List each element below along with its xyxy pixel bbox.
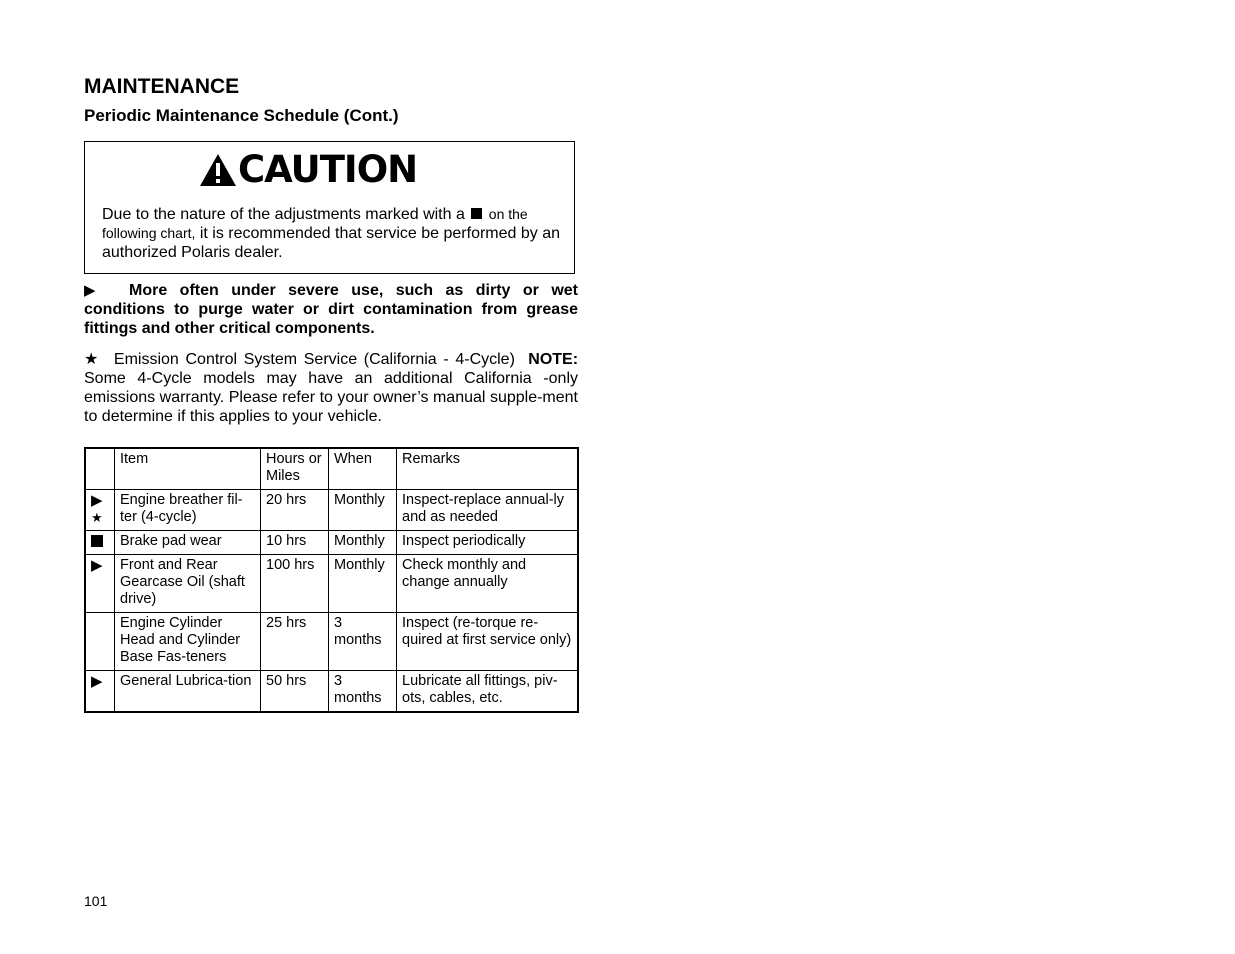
- caution-text-part3: it is recommended that service be performed by an authorized Polaris dealer.: [102, 225, 561, 261]
- hours-cell: 100 hrs: [261, 555, 329, 613]
- square-marker-icon: [91, 535, 103, 547]
- when-cell: Monthly: [329, 531, 397, 555]
- when-cell: Monthly: [329, 490, 397, 531]
- triangle-marker-icon: ▶: [91, 673, 103, 690]
- section-title: MAINTENANCE: [84, 75, 240, 98]
- table-row: [85, 531, 578, 555]
- triangle-marker-icon: ▶: [91, 492, 103, 509]
- item-cell: Engine breather fil-ter (4-cycle): [115, 490, 261, 531]
- table-header-row: [85, 448, 578, 490]
- caution-text: [102, 205, 564, 262]
- item-cell: Brake pad wear: [115, 531, 261, 555]
- remarks-cell: Inspect periodically: [397, 531, 579, 555]
- triangle-marker-icon: ▶: [84, 282, 96, 299]
- star-marker-icon: ★: [91, 510, 103, 525]
- severe-use-text: More often under severe use, such as dirty or wet conditions to purge water or dirt contamination from grease fittings and other critical components.: [84, 282, 578, 337]
- square-marker-icon: [471, 208, 482, 219]
- emission-lead-text: Emission Control System Service (California - 4-Cycle): [113, 351, 515, 368]
- table-row: [85, 671, 578, 713]
- row-symbol-cell: [85, 613, 115, 671]
- caution-text-part1: Due to the nature of the adjustments marked with a: [102, 206, 465, 223]
- row-symbol-cell: [85, 490, 115, 531]
- severe-use-note: [84, 281, 578, 338]
- remarks-cell: Lubricate all fittings, piv-ots, cables, etc.: [397, 671, 579, 713]
- item-column-header: Item: [115, 448, 261, 490]
- row-symbol-cell: [85, 531, 115, 555]
- row-symbol-cell: [85, 555, 115, 613]
- caution-box: [84, 141, 575, 274]
- item-cell: General Lubrica-tion: [115, 671, 261, 713]
- remarks-column-header: Remarks: [397, 448, 579, 490]
- item-cell: Front and Rear Gearcase Oil (shaft drive): [115, 555, 261, 613]
- hours-cell: 25 hrs: [261, 613, 329, 671]
- emission-note: [84, 350, 578, 426]
- item-cell: Engine Cylinder Head and Cylinder Base Fas-teners: [115, 613, 261, 671]
- row-symbol-cell: [85, 671, 115, 713]
- caution-text-part2: on the following chart,: [102, 206, 528, 241]
- page-subtitle: Periodic Maintenance Schedule (Cont.): [84, 106, 399, 125]
- hours-cell: 20 hrs: [261, 490, 329, 531]
- hours-cell: 50 hrs: [261, 671, 329, 713]
- when-column-header: When: [329, 448, 397, 490]
- table-row: [85, 613, 578, 671]
- remarks-cell: Inspect (re-torque re-quired at first service only): [397, 613, 579, 671]
- remarks-cell: Check monthly and change annually: [397, 555, 579, 613]
- triangle-marker-icon: ▶: [91, 557, 103, 574]
- when-cell: 3 months: [329, 613, 397, 671]
- maintenance-schedule-table: [84, 447, 579, 713]
- table-row: [85, 555, 578, 613]
- symbol-column-header: [85, 448, 115, 490]
- star-marker-icon: ★: [84, 351, 101, 368]
- hours-column-header: Hours or Miles: [261, 448, 329, 490]
- caution-heading: [198, 150, 417, 190]
- when-cell: 3 months: [329, 671, 397, 713]
- note-label: NOTE:: [528, 351, 579, 368]
- hours-cell: 10 hrs: [261, 531, 329, 555]
- table-row: [85, 490, 578, 531]
- warning-triangle-icon: [198, 152, 238, 188]
- when-cell: Monthly: [329, 555, 397, 613]
- remarks-cell: Inspect-replace annual-ly and as needed: [397, 490, 579, 531]
- page-number: 101: [84, 893, 108, 909]
- emission-note-text: Some 4-Cycle models may have an additional California -only emissions warranty. Please refer to your owner’s manual supple-ment to determine if this applies to your vehicle.: [84, 370, 578, 425]
- caution-word: CAUTION: [238, 148, 418, 191]
